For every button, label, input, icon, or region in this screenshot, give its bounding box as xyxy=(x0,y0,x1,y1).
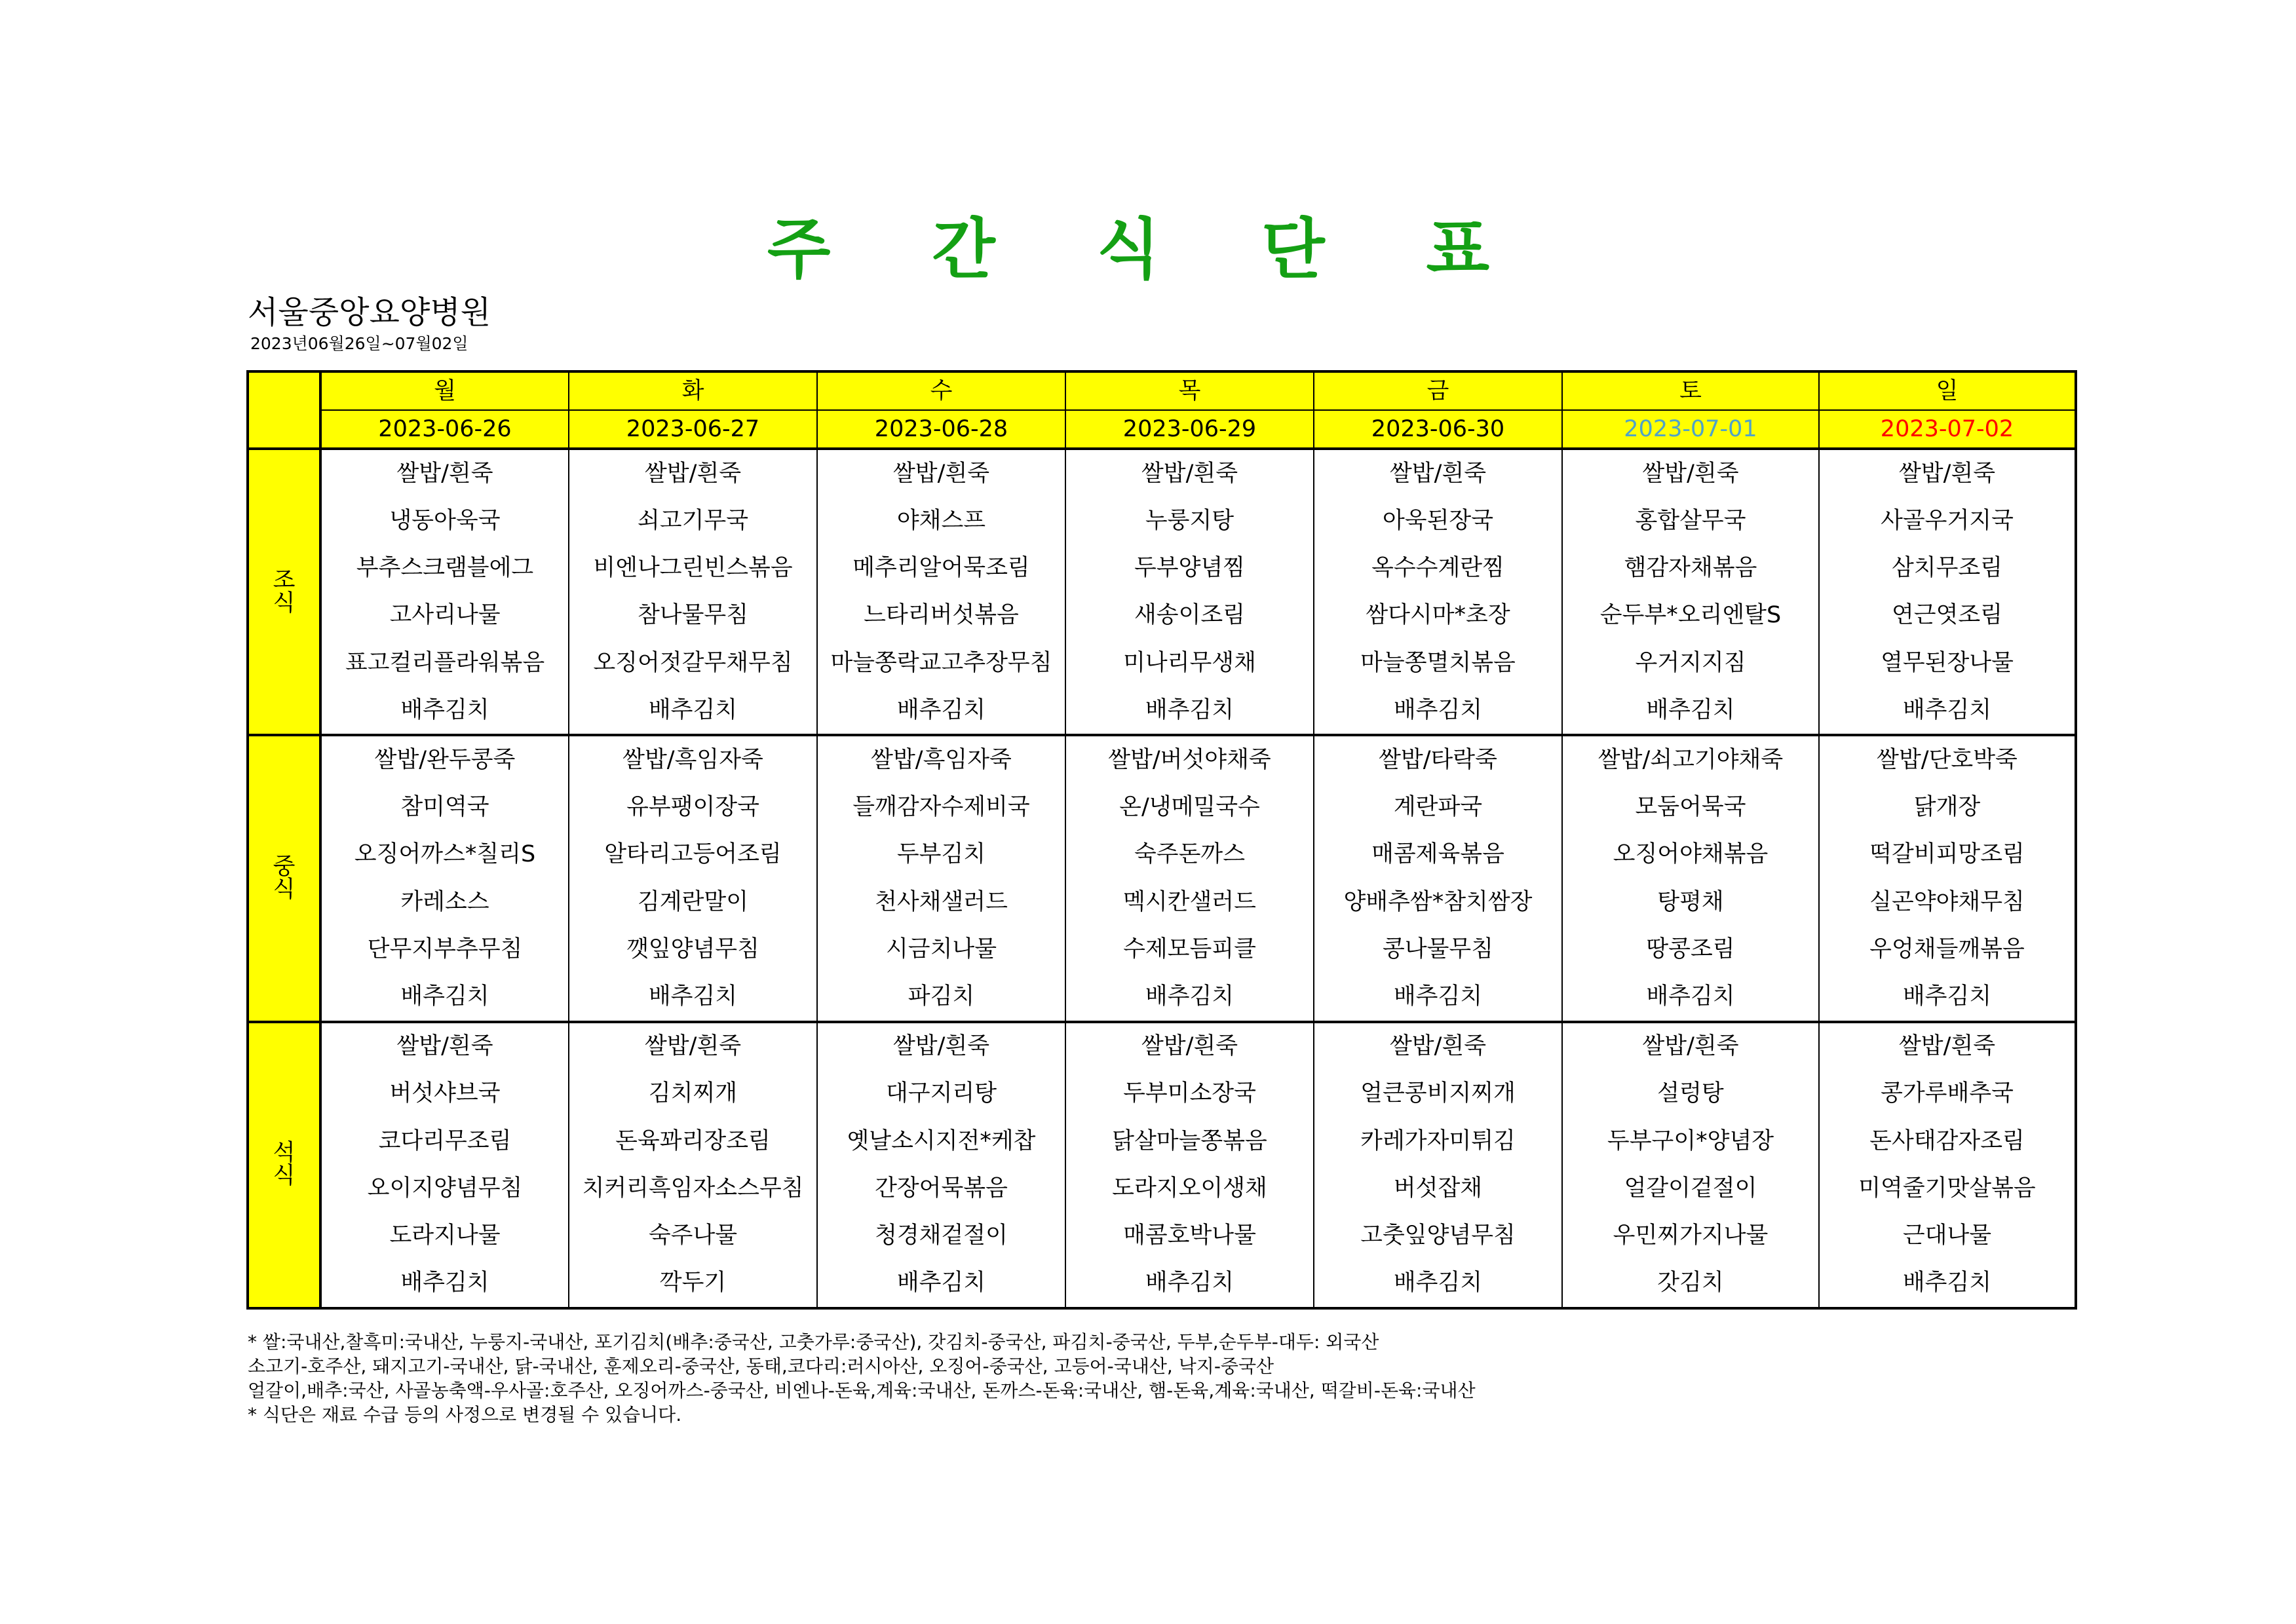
menu-item: 쌀밥/단호박죽 xyxy=(1819,735,2076,784)
menu-item: 표고컬리플라워볶음 xyxy=(320,639,569,687)
menu-item: 배추김치 xyxy=(1065,1260,1314,1308)
menu-item: 비엔나그린빈스볶음 xyxy=(569,545,817,592)
note-line: * 식단은 재료 수급 등의 사정으로 변경될 수 있습니다. xyxy=(248,1404,682,1426)
menu-item: 배추김치 xyxy=(1314,973,1562,1021)
menu-item: 멕시칸샐러드 xyxy=(1065,878,1314,926)
menu-item: 간장어묵볶음 xyxy=(817,1165,1065,1212)
menu-item: 대구지리탕 xyxy=(817,1070,1065,1118)
menu-item: 새송이조림 xyxy=(1065,592,1314,639)
menu-item: 참미역국 xyxy=(320,784,569,831)
menu-item: 배추김치 xyxy=(1314,687,1562,735)
date-header: 2023-06-29 xyxy=(1065,410,1314,449)
note-line: * 쌀:국내산,찰흑미:국내산, 누룽지-국내산, 포기김치(배추:중국산, 고춧가루:중국산), 갓김치-중국산, 파김치-중국산, 두부,순두부-대두: 외국산 xyxy=(248,1331,1379,1353)
menu-item: 홍합살무국 xyxy=(1562,498,1819,545)
menu-item: 유부팽이장국 xyxy=(569,784,817,831)
menu-item: 배추김치 xyxy=(1065,973,1314,1021)
menu-item: 들깨감자수제비국 xyxy=(817,784,1065,831)
menu-item: 마늘쫑락교고추장무침 xyxy=(817,639,1065,687)
menu-item: 탕평채 xyxy=(1562,878,1819,926)
menu-item: 오징어젓갈무채무침 xyxy=(569,639,817,687)
menu-item: 배추김치 xyxy=(1819,1260,2076,1308)
menu-item: 수제모듬피클 xyxy=(1065,926,1314,973)
menu-item: 배추김치 xyxy=(1314,1260,1562,1308)
day-name-header: 금 xyxy=(1314,371,1562,410)
menu-item: 배추김치 xyxy=(1819,973,2076,1021)
menu-item: 얼큰콩비지찌개 xyxy=(1314,1070,1562,1118)
menu-item: 숙주돈까스 xyxy=(1065,831,1314,878)
menu-item: 쇠고기무국 xyxy=(569,498,817,545)
menu-item: 쌀밥/흰죽 xyxy=(1065,1022,1314,1070)
menu-item: 순두부*오리엔탈S xyxy=(1562,592,1819,639)
menu-item: 쌀밥/흰죽 xyxy=(569,449,817,497)
date-header: 2023-06-27 xyxy=(569,410,817,449)
menu-item: 쌀밥/흰죽 xyxy=(1562,1022,1819,1070)
menu-item: 우민찌가지나물 xyxy=(1562,1212,1819,1259)
meal-label: 석 식 xyxy=(248,1022,320,1308)
menu-item: 쌀밥/흰죽 xyxy=(1819,449,2076,497)
header-corner xyxy=(248,371,320,449)
menu-item: 오이지양념무침 xyxy=(320,1165,569,1212)
menu-item: 배추김치 xyxy=(1562,973,1819,1021)
menu-item: 깻잎양념무침 xyxy=(569,926,817,973)
menu-item: 돈사태감자조림 xyxy=(1819,1118,2076,1165)
menu-item: 쌀밥/완두콩죽 xyxy=(320,735,569,784)
menu-item: 고춧잎양념무침 xyxy=(1314,1212,1562,1259)
menu-item: 콩가루배추국 xyxy=(1819,1070,2076,1118)
menu-item: 파김치 xyxy=(817,973,1065,1021)
menu-item: 옛날소시지전*케찹 xyxy=(817,1118,1065,1165)
menu-item: 오징어야채볶음 xyxy=(1562,831,1819,878)
menu-item: 도라지나물 xyxy=(320,1212,569,1259)
menu-item: 삼치무조림 xyxy=(1819,545,2076,592)
page-title: 주 간 식 단 표 xyxy=(767,211,1529,288)
menu-item: 버섯잡채 xyxy=(1314,1165,1562,1212)
menu-item: 배추김치 xyxy=(569,973,817,1021)
day-name-header: 화 xyxy=(569,371,817,410)
menu-item: 코다리무조림 xyxy=(320,1118,569,1165)
menu-item: 모둠어묵국 xyxy=(1562,784,1819,831)
menu-item: 연근엿조림 xyxy=(1819,592,2076,639)
menu-item: 쌀밥/흰죽 xyxy=(569,1022,817,1070)
menu-item: 치커리흑임자소스무침 xyxy=(569,1165,817,1212)
menu-item: 배추김치 xyxy=(1562,687,1819,735)
menu-item: 쌀밥/흰죽 xyxy=(320,449,569,497)
menu-item: 쌀밥/흰죽 xyxy=(1065,449,1314,497)
menu-item: 온/냉메밀국수 xyxy=(1065,784,1314,831)
date-header: 2023-06-30 xyxy=(1314,410,1562,449)
menu-item: 닭살마늘쫑볶음 xyxy=(1065,1118,1314,1165)
menu-item: 배추김치 xyxy=(1065,687,1314,735)
menu-item: 배추김치 xyxy=(817,687,1065,735)
menu-item: 미나리무생채 xyxy=(1065,639,1314,687)
menu-item: 실곤약야채무침 xyxy=(1819,878,2076,926)
menu-item: 쌀밥/타락죽 xyxy=(1314,735,1562,784)
menu-item: 갓김치 xyxy=(1562,1260,1819,1308)
menu-item: 근대나물 xyxy=(1819,1212,2076,1259)
menu-item: 콩나물무침 xyxy=(1314,926,1562,973)
date-header: 2023-06-28 xyxy=(817,410,1065,449)
menu-item: 배추김치 xyxy=(320,1260,569,1308)
menu-item: 땅콩조림 xyxy=(1562,926,1819,973)
menu-item: 카레소스 xyxy=(320,878,569,926)
menu-item: 도라지오이생채 xyxy=(1065,1165,1314,1212)
origin-notes xyxy=(248,1330,1476,1427)
menu-item: 쌀밥/흑임자죽 xyxy=(817,735,1065,784)
menu-item: 쌀밥/흰죽 xyxy=(1819,1022,2076,1070)
date-header: 2023-07-02 xyxy=(1819,410,2076,449)
menu-item: 사골우거지국 xyxy=(1819,498,2076,545)
weekly-menu-table xyxy=(246,370,2077,1310)
day-name-header: 월 xyxy=(320,371,569,410)
menu-item: 우거지지짐 xyxy=(1562,639,1819,687)
menu-item: 깍두기 xyxy=(569,1260,817,1308)
menu-item: 마늘쫑멸치볶음 xyxy=(1314,639,1562,687)
menu-item: 김치찌개 xyxy=(569,1070,817,1118)
menu-item: 두부양념찜 xyxy=(1065,545,1314,592)
menu-item: 카레가자미튀김 xyxy=(1314,1118,1562,1165)
day-name-header: 목 xyxy=(1065,371,1314,410)
menu-item: 양배추쌈*참치쌈장 xyxy=(1314,878,1562,926)
menu-item: 배추김치 xyxy=(320,687,569,735)
menu-item: 두부구이*양념장 xyxy=(1562,1118,1819,1165)
menu-item: 쌀밥/흑임자죽 xyxy=(569,735,817,784)
menu-item: 얼갈이겉절이 xyxy=(1562,1165,1819,1212)
menu-item: 쌀밥/흰죽 xyxy=(320,1022,569,1070)
menu-item: 숙주나물 xyxy=(569,1212,817,1259)
menu-item: 배추김치 xyxy=(1819,687,2076,735)
menu-item: 고사리나물 xyxy=(320,592,569,639)
menu-item: 부추스크램블에그 xyxy=(320,545,569,592)
day-name-header: 수 xyxy=(817,371,1065,410)
menu-item: 아욱된장국 xyxy=(1314,498,1562,545)
note-line: 얼갈이,배추:국산, 사골농축액-우사골:호주산, 오징어까스-중국산, 비엔나-돈육,계육:국내산, 돈까스-돈육:국내산, 햄-돈육,계육:국내산, 떡갈비-돈육:국내산 xyxy=(248,1380,1476,1401)
menu-item: 오징어까스*칠리S xyxy=(320,831,569,878)
note-line: 소고기-호주산, 돼지고기-국내산, 닭-국내산, 훈제오리-중국산, 동태,코다리:러시아산, 오징어-중국산, 고등어-국내산, 낙지-중국산 xyxy=(248,1355,1274,1377)
menu-item: 쌀밥/흰죽 xyxy=(1314,449,1562,497)
menu-item: 돈육꽈리장조림 xyxy=(569,1118,817,1165)
menu-item: 쌈다시마*초장 xyxy=(1314,592,1562,639)
menu-item: 계란파국 xyxy=(1314,784,1562,831)
menu-item: 시금치나물 xyxy=(817,926,1065,973)
menu-item: 배추김치 xyxy=(320,973,569,1021)
menu-item: 김계란말이 xyxy=(569,878,817,926)
menu-item: 미역줄기맛살볶음 xyxy=(1819,1165,2076,1212)
menu-item: 매콤호박나물 xyxy=(1065,1212,1314,1259)
menu-item: 옥수수계란찜 xyxy=(1314,545,1562,592)
menu-item: 단무지부추무침 xyxy=(320,926,569,973)
menu-item: 알타리고등어조림 xyxy=(569,831,817,878)
day-name-header: 일 xyxy=(1819,371,2076,410)
menu-period: 2023년06월26일~07월02일 xyxy=(250,334,469,353)
menu-item: 천사채샐러드 xyxy=(817,878,1065,926)
menu-item: 쌀밥/흰죽 xyxy=(1314,1022,1562,1070)
menu-item: 쌀밥/흰죽 xyxy=(817,1022,1065,1070)
menu-item: 설렁탕 xyxy=(1562,1070,1819,1118)
menu-item: 쌀밥/흰죽 xyxy=(817,449,1065,497)
day-name-header: 토 xyxy=(1562,371,1819,410)
menu-item: 야채스프 xyxy=(817,498,1065,545)
menu-item: 우엉채들깨볶음 xyxy=(1819,926,2076,973)
menu-item: 닭개장 xyxy=(1819,784,2076,831)
menu-item: 두부김치 xyxy=(817,831,1065,878)
menu-item: 청경채겉절이 xyxy=(817,1212,1065,1259)
menu-item: 느타리버섯볶음 xyxy=(817,592,1065,639)
menu-item: 배추김치 xyxy=(569,687,817,735)
meal-label: 조 식 xyxy=(248,449,320,735)
hospital-name: 서울중앙요양병원 xyxy=(248,294,491,331)
menu-item: 쌀밥/흰죽 xyxy=(1562,449,1819,497)
menu-item: 열무된장나물 xyxy=(1819,639,2076,687)
menu-item: 버섯샤브국 xyxy=(320,1070,569,1118)
menu-item: 배추김치 xyxy=(817,1260,1065,1308)
menu-item: 냉동아욱국 xyxy=(320,498,569,545)
date-header: 2023-07-01 xyxy=(1562,410,1819,449)
meal-label: 중 식 xyxy=(248,735,320,1021)
menu-item: 누룽지탕 xyxy=(1065,498,1314,545)
menu-item: 매콤제육볶음 xyxy=(1314,831,1562,878)
menu-item: 참나물무침 xyxy=(569,592,817,639)
menu-item: 햄감자채볶음 xyxy=(1562,545,1819,592)
date-header: 2023-06-26 xyxy=(320,410,569,449)
menu-item: 쌀밥/쇠고기야채죽 xyxy=(1562,735,1819,784)
menu-item: 떡갈비피망조림 xyxy=(1819,831,2076,878)
menu-item: 쌀밥/버섯야채죽 xyxy=(1065,735,1314,784)
menu-item: 메추리알어묵조림 xyxy=(817,545,1065,592)
menu-item: 두부미소장국 xyxy=(1065,1070,1314,1118)
